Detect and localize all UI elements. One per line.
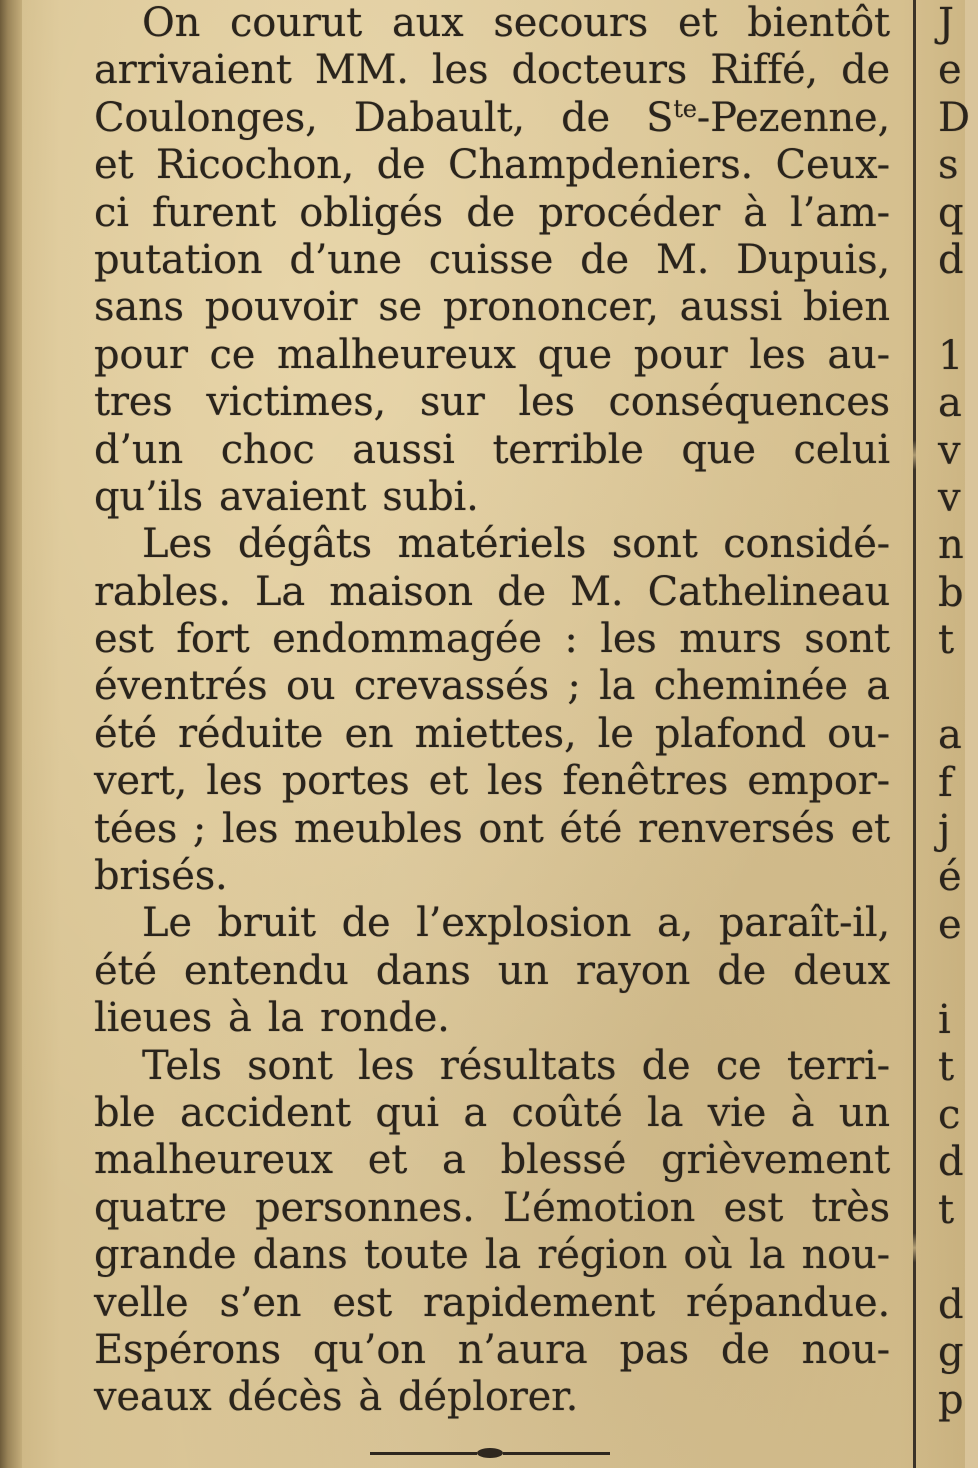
clipped-text-fragment: d xyxy=(938,1139,964,1185)
clipped-text-fragment: j xyxy=(938,807,951,853)
article-line: ci furent obligés de procéder à l’am- xyxy=(94,189,890,236)
article-line: lieues à la ronde. xyxy=(94,995,450,1042)
article-column xyxy=(94,0,890,1422)
article-line: Espérons qu’on n’aura pas de nou- xyxy=(94,1326,890,1373)
clipped-text-fragment: g xyxy=(938,1329,964,1375)
clipped-text-fragment: J xyxy=(938,0,955,46)
clipped-text-fragment: c xyxy=(938,1092,961,1138)
clipped-text-fragment: v xyxy=(938,475,961,521)
separator-bar-left xyxy=(370,1452,477,1455)
article-end-separator xyxy=(370,1450,610,1456)
article-line: Coulonges, Dabault, de $S^{te}$-Pezenne, xyxy=(94,94,890,141)
clipped-text-fragment: e xyxy=(938,902,962,948)
separator-bar-right xyxy=(503,1452,610,1455)
clipped-text-fragment: p xyxy=(938,1377,964,1423)
clipped-text-fragment: t xyxy=(938,1187,955,1233)
clipped-text-fragment: D xyxy=(938,95,971,141)
article-line: d’un choc aussi terrible que celui xyxy=(94,426,890,473)
clipped-text-fragment: a xyxy=(938,712,962,758)
clipped-text-fragment: e xyxy=(938,47,962,93)
clipped-text-fragment: t xyxy=(938,1044,955,1090)
clipped-text-fragment: b xyxy=(938,570,964,616)
article-line: rables. La maison de M. Cathelineau xyxy=(94,568,890,615)
clipped-text-fragment: é xyxy=(938,854,962,900)
article-line: sans pouvoir se prononcer, aussi bien xyxy=(94,284,890,331)
article-line: été entendu dans un rayon de deux xyxy=(94,947,890,994)
page-binding-edge xyxy=(0,0,22,1468)
clipped-text-fragment: f xyxy=(938,760,953,806)
article-paragraph xyxy=(94,0,890,521)
clipped-text-fragment: a xyxy=(938,380,962,426)
separator-ornament xyxy=(477,1448,503,1458)
clipped-text-fragment: q xyxy=(938,190,964,236)
article-line: pour ce malheureux que pour les au- xyxy=(94,331,890,378)
article-line: arrivaient MM. les docteurs Riffé, de xyxy=(94,47,890,94)
article-line: veaux décès à déplorer. xyxy=(94,1374,579,1421)
article-line: Le bruit de l’explosion a, paraît-il, xyxy=(142,900,890,947)
clipped-text-fragment: d xyxy=(938,1282,964,1328)
clipped-text-fragment: n xyxy=(938,522,964,568)
article-line: On courut aux secours et bientôt xyxy=(142,0,890,46)
article-line: été réduite en miettes, le plafond ou- xyxy=(94,710,890,757)
article-line: tres victimes, sur les conséquences xyxy=(94,379,890,426)
clipped-text-fragment: s xyxy=(938,142,959,188)
clipped-text-fragment: i xyxy=(938,997,951,1043)
article-line: tées ; les meubles ont été renversés et xyxy=(94,805,890,852)
article-line: quatre personnes. L’émotion est très xyxy=(94,1184,890,1231)
article-line: grande dans toute la région où la nou- xyxy=(94,1232,890,1279)
clipped-text-fragment: d xyxy=(938,237,964,283)
article-line: malheureux et a blessé grièvement xyxy=(94,1137,890,1184)
article-line: Tels sont les résultats de ce terri- xyxy=(142,1042,890,1089)
clipped-text-fragment: v xyxy=(938,428,961,474)
clipped-text-fragment: 1 xyxy=(938,333,964,379)
article-line: putation d’une cuisse de M. Dupuis, xyxy=(94,236,890,283)
article-line: est fort endommagée : les murs sont xyxy=(94,616,890,663)
article-line: qu’ils avaient subi. xyxy=(94,473,479,520)
article-line: velle s’en est rapidement répandue. xyxy=(94,1279,890,1326)
article-line: vert, les portes et les fenêtres empor- xyxy=(94,758,890,805)
article-paragraph xyxy=(94,1043,890,1422)
clipped-text-fragment: t xyxy=(938,617,955,663)
article-paragraph xyxy=(94,521,890,900)
article-line: brisés. xyxy=(94,853,228,900)
article-line: ble accident qui a coûté la vie à un xyxy=(94,1089,890,1136)
column-divider-rule xyxy=(913,0,916,1468)
article-line: et Ricochon, de Champdeniers. Ceux- xyxy=(94,142,890,189)
article-line: Les dégâts matériels sont considé- xyxy=(142,521,890,568)
article-line: éventrés ou crevassés ; la cheminée a xyxy=(94,663,890,710)
article-paragraph xyxy=(94,900,890,1042)
